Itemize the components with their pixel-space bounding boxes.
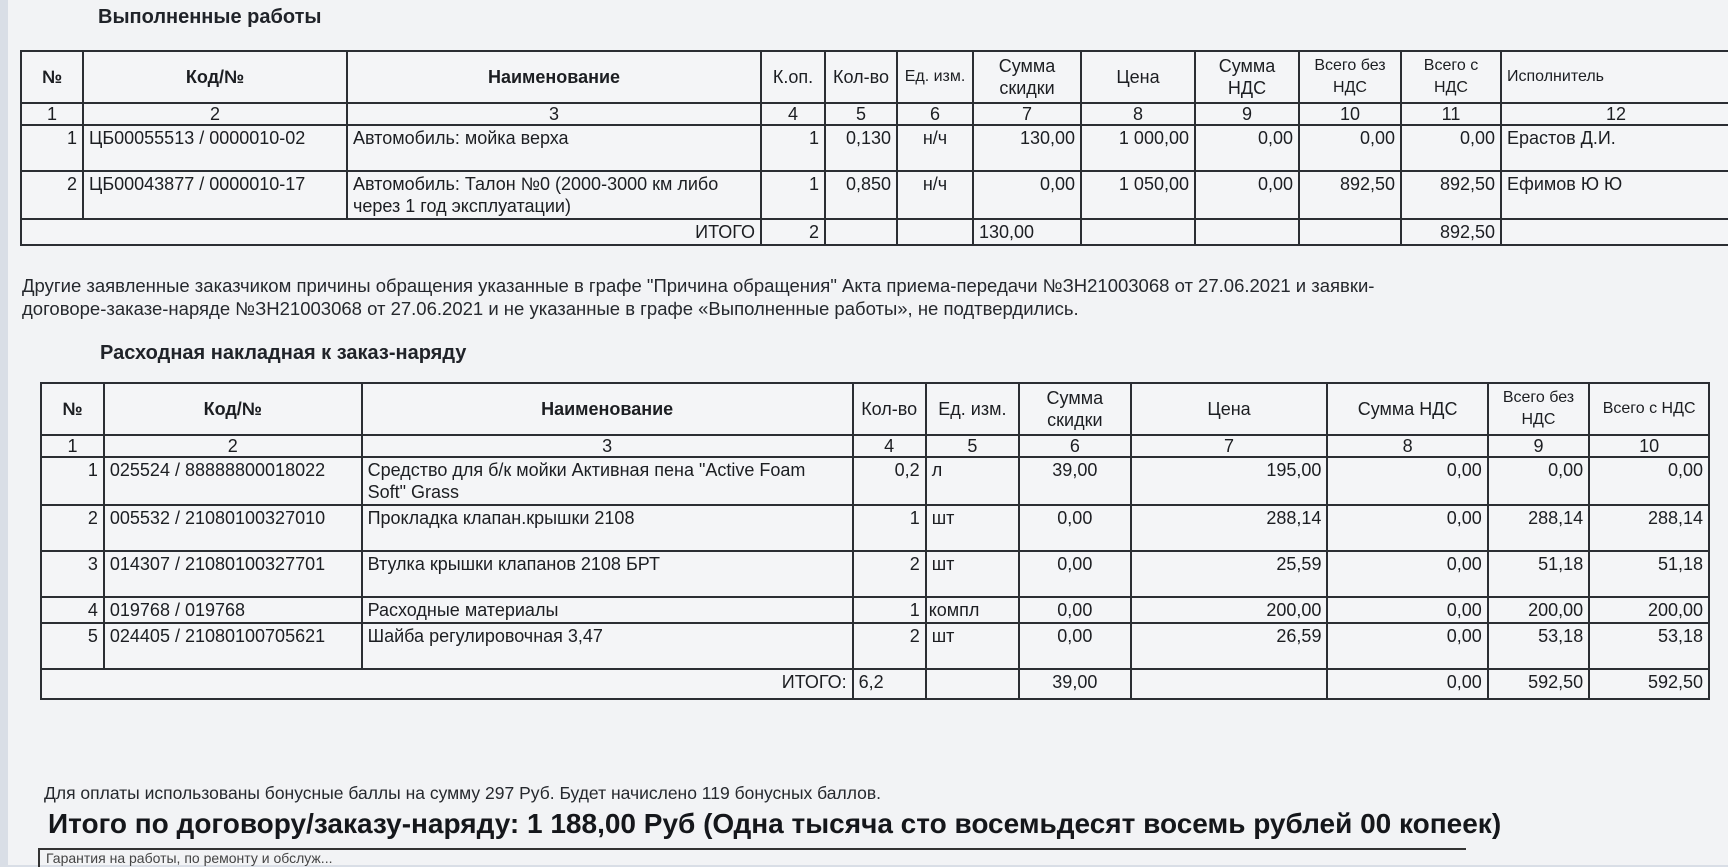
total-with-vat: 892,50: [1401, 219, 1501, 245]
works-col-header: №: [21, 51, 83, 103]
item-name: Расходные материалы: [362, 597, 853, 623]
materials-colnum-row: [41, 435, 1709, 457]
materials-col-number: 6: [1019, 435, 1131, 457]
works-col-number: 12: [1501, 103, 1728, 125]
item-vat: 0,00: [1327, 597, 1487, 623]
works-header-row: [21, 51, 1728, 103]
works-col-header: Код/№: [83, 51, 347, 103]
item-unit: шт: [926, 551, 1019, 597]
item-qty: 0,850: [825, 171, 897, 219]
item-total-no-vat: 892,50: [1299, 171, 1401, 219]
item-kop: 1: [761, 171, 825, 219]
materials-table: [40, 382, 1710, 700]
table-row: [41, 597, 1709, 623]
total-vat: 0,00: [1327, 669, 1487, 699]
bonus-note: Для оплаты использованы бонусные баллы на сумму 297 Руб. Будет начислено 119 бонусных баллов.: [44, 783, 882, 803]
item-total-no-vat: 0,00: [1299, 125, 1401, 171]
claims-note: Другие заявленные заказчиком причины обращения указанные в графе "Причина обращения" Акта приема-передачи №ЗН21003068 от 27.06.2021 и заявки-договоре-заказе-наряде №ЗН21003068 от 27.06.2021 и не указанные в графе «Выполненные работы», не подтвердились.: [22, 275, 1375, 319]
item-vat: 0,00: [1327, 457, 1487, 505]
item-vat: 0,00: [1327, 623, 1487, 669]
materials-col-header: №: [41, 383, 104, 435]
materials-col-number: 7: [1131, 435, 1328, 457]
item-unit: н/ч: [897, 171, 973, 219]
total-label: ИТОГО:: [41, 669, 853, 699]
item-total-with-vat: 200,00: [1589, 597, 1709, 623]
item-discount: 0,00: [1019, 597, 1131, 623]
table-row: [41, 623, 1709, 669]
table-row: [41, 551, 1709, 597]
item-code: 024405 / 21080100705621: [104, 623, 362, 669]
materials-col-header: Наименование: [362, 383, 853, 435]
item-total-no-vat: 51,18: [1488, 551, 1589, 597]
materials-col-header: Сумма скидки: [1019, 383, 1131, 435]
item-kop: 1: [761, 125, 825, 171]
works-col-header: Сумма НДС: [1195, 51, 1299, 103]
item-name: Средство для б/к мойки Активная пена "Active Foam Soft" Grass: [362, 457, 853, 505]
item-discount: 0,00: [1019, 505, 1131, 551]
works-col-number: 7: [973, 103, 1081, 125]
row-number: 5: [41, 623, 104, 669]
item-total-with-vat: 892,50: [1401, 171, 1501, 219]
total-label: ИТОГО: [21, 219, 761, 245]
total-qty: 6,2: [853, 669, 926, 699]
works-col-number: 1: [21, 103, 83, 125]
table-row: [21, 125, 1728, 171]
materials-col-header: Код/№: [104, 383, 362, 435]
works-colnum-row: [21, 103, 1728, 125]
item-vat: 0,00: [1327, 505, 1487, 551]
materials-section-title: Расходная накладная к заказ-наряду: [100, 342, 467, 364]
materials-col-number: 2: [104, 435, 362, 457]
item-executor: Ефимов Ю Ю: [1501, 171, 1728, 219]
works-col-number: 6: [897, 103, 973, 125]
item-price: 26,59: [1131, 623, 1328, 669]
item-unit: шт: [926, 505, 1019, 551]
works-col-number: 2: [83, 103, 347, 125]
item-unit: л: [926, 457, 1019, 505]
table-row: [41, 457, 1709, 505]
materials-col-number: 10: [1589, 435, 1709, 457]
item-unit: компл: [926, 597, 1019, 623]
item-qty: 0,2: [853, 457, 926, 505]
materials-col-number: 5: [926, 435, 1019, 457]
item-executor: Ерастов Д.И.: [1501, 125, 1728, 171]
item-discount: 130,00: [973, 125, 1081, 171]
item-code: 025524 / 88888800018022: [104, 457, 362, 505]
works-col-header: Всего с НДС: [1401, 51, 1501, 103]
works-col-header: Наименование: [347, 51, 761, 103]
works-col-header: Всего без НДС: [1299, 51, 1401, 103]
works-col-number: 9: [1195, 103, 1299, 125]
works-col-number: 4: [761, 103, 825, 125]
item-discount: 0,00: [973, 171, 1081, 219]
materials-col-number: 1: [41, 435, 104, 457]
item-price: 1 050,00: [1081, 171, 1195, 219]
table-row: [41, 505, 1709, 551]
row-number: 1: [41, 457, 104, 505]
item-price: 288,14: [1131, 505, 1328, 551]
materials-col-header: Кол-во: [853, 383, 926, 435]
works-section-title: Выполненные работы: [98, 6, 322, 28]
item-price: 1 000,00: [1081, 125, 1195, 171]
item-qty: 2: [853, 551, 926, 597]
row-number: 2: [21, 171, 83, 219]
works-col-header: Кол-во: [825, 51, 897, 103]
materials-col-header: Всего с НДС: [1589, 383, 1709, 435]
materials-col-number: 9: [1488, 435, 1589, 457]
materials-col-header: Ед. изм.: [926, 383, 1019, 435]
works-col-number: 8: [1081, 103, 1195, 125]
total-with-vat: 592,50: [1589, 669, 1709, 699]
item-qty: 1: [853, 597, 926, 623]
document-page: [8, 0, 1728, 865]
works-col-header: Исполнитель: [1501, 51, 1728, 103]
warranty-footer: Гарантия на работы, по ремонту и обслуж...: [38, 848, 1466, 867]
item-name: Втулка крышки клапанов 2108 БРТ: [362, 551, 853, 597]
item-total-with-vat: 0,00: [1589, 457, 1709, 505]
row-number: 2: [41, 505, 104, 551]
item-discount: 0,00: [1019, 623, 1131, 669]
item-qty: 0,130: [825, 125, 897, 171]
item-name: Автомобиль: Талон №0 (2000-3000 км либо через 1 год эксплуатации): [347, 171, 761, 219]
works-col-header: Цена: [1081, 51, 1195, 103]
materials-header-row: [41, 383, 1709, 435]
materials-col-number: 8: [1327, 435, 1487, 457]
materials-col-header: Цена: [1131, 383, 1328, 435]
total-discount: 39,00: [1019, 669, 1131, 699]
works-col-number: 10: [1299, 103, 1401, 125]
item-vat: 0,00: [1195, 125, 1299, 171]
works-col-number: 3: [347, 103, 761, 125]
item-vat: 0,00: [1195, 171, 1299, 219]
item-code: ЦБ00043877 / 0000010-17: [83, 171, 347, 219]
item-price: 25,59: [1131, 551, 1328, 597]
works-col-header: Ед. изм.: [897, 51, 973, 103]
item-code: 014307 / 21080100327701: [104, 551, 362, 597]
materials-col-header: Сумма НДС: [1327, 383, 1487, 435]
item-unit: шт: [926, 623, 1019, 669]
table-row: [21, 171, 1728, 219]
item-code: 019768 / 019768: [104, 597, 362, 623]
item-discount: 39,00: [1019, 457, 1131, 505]
total-kop: 2: [761, 219, 825, 245]
materials-col-number: 4: [853, 435, 926, 457]
item-qty: 1: [853, 505, 926, 551]
item-price: 195,00: [1131, 457, 1328, 505]
item-total-with-vat: 51,18: [1589, 551, 1709, 597]
item-code: ЦБ00055513 / 0000010-02: [83, 125, 347, 171]
grand-total: Итого по договору/заказу-наряду: 1 188,00 Руб (Одна тысяча сто восемьдесят восемь рублей 00 копеек): [48, 808, 1502, 839]
works-col-number: 5: [825, 103, 897, 125]
item-name: Автомобиль: мойка верха: [347, 125, 761, 171]
item-discount: 0,00: [1019, 551, 1131, 597]
item-qty: 2: [853, 623, 926, 669]
works-col-header: Сумма скидки: [973, 51, 1081, 103]
item-total-no-vat: 53,18: [1488, 623, 1589, 669]
total-no-vat: 592,50: [1488, 669, 1589, 699]
item-total-with-vat: 0,00: [1401, 125, 1501, 171]
item-total-no-vat: 0,00: [1488, 457, 1589, 505]
materials-col-header: Всего без НДС: [1488, 383, 1589, 435]
works-col-number: 11: [1401, 103, 1501, 125]
item-code: 005532 / 21080100327010: [104, 505, 362, 551]
item-total-no-vat: 288,14: [1488, 505, 1589, 551]
item-name: Шайба регулировочная 3,47: [362, 623, 853, 669]
row-number: 4: [41, 597, 104, 623]
materials-total-row: [41, 669, 1709, 699]
materials-col-number: 3: [362, 435, 853, 457]
item-name: Прокладка клапан.крышки 2108: [362, 505, 853, 551]
item-unit: н/ч: [897, 125, 973, 171]
row-number: 1: [21, 125, 83, 171]
item-total-no-vat: 200,00: [1488, 597, 1589, 623]
item-price: 200,00: [1131, 597, 1328, 623]
item-total-with-vat: 53,18: [1589, 623, 1709, 669]
row-number: 3: [41, 551, 104, 597]
works-total-row: [21, 219, 1728, 245]
works-table: [20, 50, 1728, 246]
works-col-header: К.оп.: [761, 51, 825, 103]
total-discount: 130,00: [973, 219, 1081, 245]
item-vat: 0,00: [1327, 551, 1487, 597]
item-total-with-vat: 288,14: [1589, 505, 1709, 551]
